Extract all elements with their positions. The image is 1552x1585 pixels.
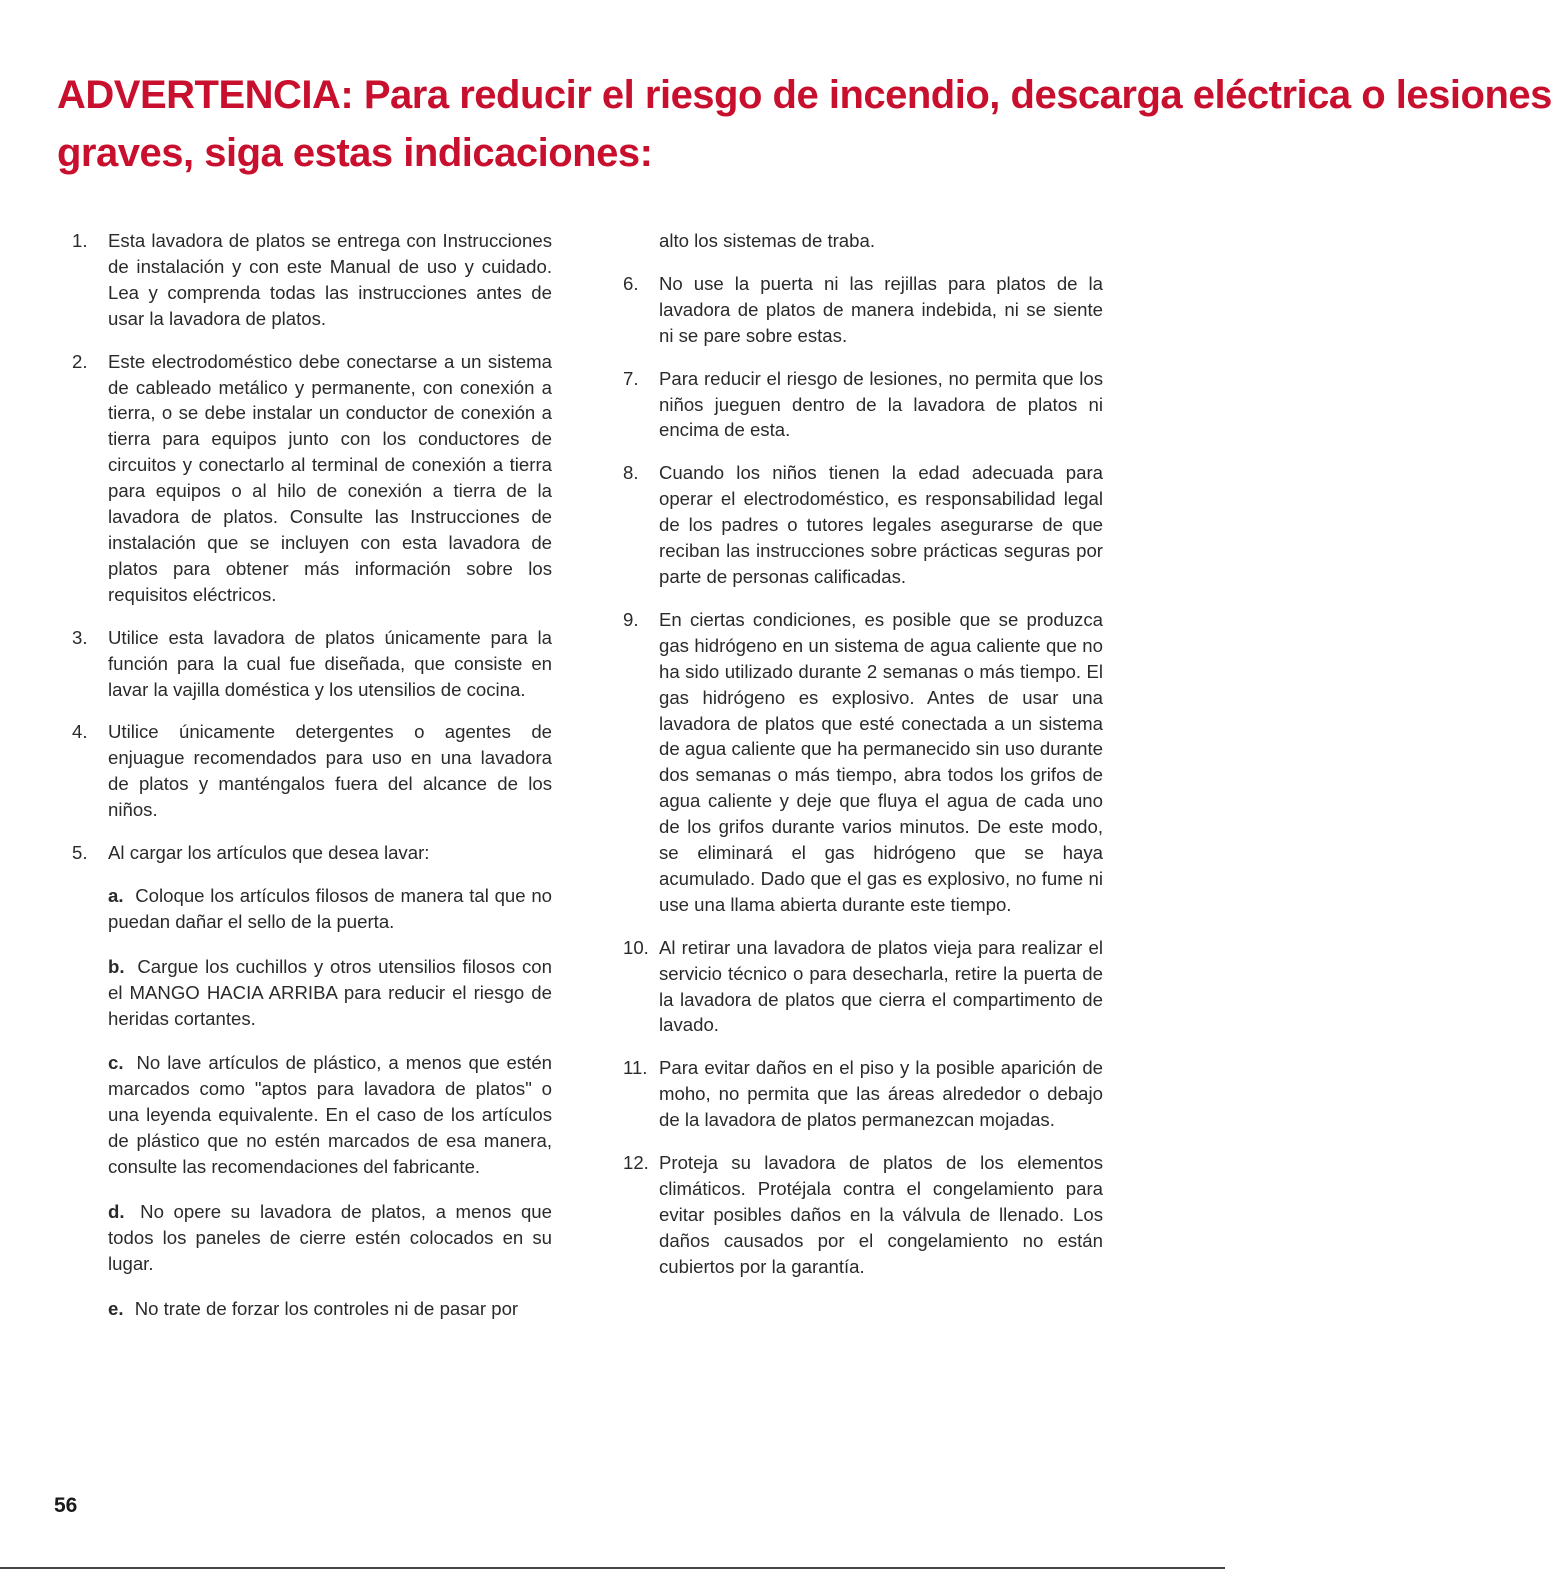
item-text: Al retirar una lavadora de platos vieja para realizar el servicio técnico o para desecharla, retire la puerta de la lavadora de platos que cierra el compartimento de lavado. [659,936,1103,1036]
item-text: Esta lavadora de platos se entrega con Instrucciones de instalación y con este Manual de uso y cuidado. Lea y comprenda todas las instrucciones antes de usar la lavadora de platos. [108,230,552,329]
item-number: 3. [72,626,88,648]
item-number: 12. [623,1152,649,1174]
sub-item-letter: a. [108,884,124,906]
list-item-8 [623,460,1103,590]
sub-item-letter: b. [108,955,125,977]
list-item-4 [72,719,552,823]
item-number: 9. [623,608,639,630]
sub-item-text: No opere su lavadora de platos, a menos que todos los paneles de cierre estén colocados en su lugar. [108,1201,552,1274]
warning-title-line-2: graves, siga estas indicaciones: [57,131,653,175]
list-item-9 [623,607,1103,918]
list-item-6 [623,271,1103,349]
list-item-1 [72,228,552,332]
sub-item-c [108,1050,552,1180]
warning-title [57,66,1552,182]
item-text: Para evitar daños en el piso y la posible aparición de moho, no permita que las áreas alrededor o debajo de la lavadora de platos permanezcan mojadas. [659,1057,1103,1131]
item-text: En ciertas condiciones, es posible que se produzca gas hidrógeno en un sistema de agua caliente que no ha sido utilizado durante 2 semanas o más tiempo. El gas hidrógeno es explosivo. Antes de usar una lavadora de platos que esté conectada a un sistema de agua caliente que ha permanecido sin uso durante dos semanas o más tiempo, abra todos los grifos de agua caliente y deje que fluya el agua de cada uno de los grifos durante varios minutos. De este modo, se eliminará el gas hidrógeno que se haya acumulado. Dado que el gas es explosivo, no fume ni use una llama abierta durante este tiempo. [659,608,1103,915]
list-item-7 [623,366,1103,444]
list-item-2 [72,349,552,608]
sub-item-letter: d. [108,1201,125,1222]
right-column [623,228,1103,1297]
item-number: 7. [623,367,639,389]
sub-item-text: No lave artículos de plástico, a menos que estén marcados como "aptos para lavadora de platos" o una leyenda equivalente. En el caso de los artículos de plástico que no estén marcados de esa manera, consulte las recomendaciones del fabricante. [108,1052,552,1178]
item-text: Para reducir el riesgo de lesiones, no permita que los niños jueguen dentro de la lavadora de platos ni encima de esta. [659,367,1103,441]
item-number: 6. [623,272,639,294]
list-item-12 [623,1150,1103,1280]
sub-item-e [108,1296,552,1322]
item-text: Cuando los niños tienen la edad adecuada para operar el electrodoméstico, es responsabilidad legal de los padres o tutores legales asegurarse de que reciban las instrucciones sobre prácticas seguras por parte de personas calificadas. [659,462,1103,587]
item-number: 4. [72,721,88,743]
item-number: 10. [623,936,649,958]
list-item-3 [72,625,552,703]
list-item-5 [72,840,552,866]
sub-item-letter: c. [108,1052,124,1074]
sub-item-text: Cargue los cuchillos y otros utensilios filosos con el MANGO HACIA ARRIBA para reducir el riesgo de heridas cortantes. [108,955,552,1029]
sub-item-d [108,1199,552,1277]
list-item-11 [623,1055,1103,1133]
item-text: Proteja su lavadora de platos de los elementos climáticos. Protéjala contra el congelamiento para evitar posibles daños en la válvula de llenado. Los daños causados por el congelamiento no están cubiertos por la garantía. [659,1152,1103,1277]
sub-item-b [108,954,552,1032]
warning-title-line-1: ADVERTENCIA: Para reducir el riesgo de incendio, descarga eléctrica o lesiones [57,73,1552,117]
left-column [72,228,552,1341]
sub-item-letter: e. [108,1297,124,1319]
item-text: Utilice únicamente detergentes o agentes de enjuague recomendados para uso en una lavadora de platos y manténgalos fuera del alcance de los niños. [108,721,552,821]
item-text: Al cargar los artículos que desea lavar: [108,842,430,864]
item-number: 11. [623,1057,648,1079]
sub-item-e-continuation: alto los sistemas de traba. [659,230,875,251]
item-text: Utilice esta lavadora de platos únicamente para la función para la cual fue diseñada, que consiste en lavar la vajilla doméstica y los utensilios de cocina. [108,626,552,700]
sub-item-text: Coloque los artículos filosos de manera tal que no puedan dañar el sello de la puerta. [108,884,552,932]
sub-item-a [108,883,552,935]
item-number: 1. [72,230,88,251]
list-item-10 [623,935,1103,1039]
item-number: 2. [72,350,88,372]
item-text: Este electrodoméstico debe conectarse a un sistema de cableado metálico y permanente, con conexión a tierra, o se debe instalar un conductor de conexión a tierra para equipos junto con los conductores de circuitos y conectarlo al terminal de conexión a tierra para equipos o al hilo de conexión a tierra de la lavadora de platos. Consulte las Instrucciones de instalación que se incluyen con esta lavadora de platos para obtener más información sobre los requisitos eléctricos. [108,350,552,605]
item-number: 8. [623,462,639,484]
item-number: 5. [72,842,88,864]
item-text: No use la puerta ni las rejillas para platos de la lavadora de platos de manera indebida, ni se siente ni se pare sobre estas. [659,272,1103,346]
page-number: 56 [54,1494,78,1517]
sub-item-text: No trate de forzar los controles ni de pasar por [134,1297,519,1319]
bottom-rule [0,1567,1225,1569]
